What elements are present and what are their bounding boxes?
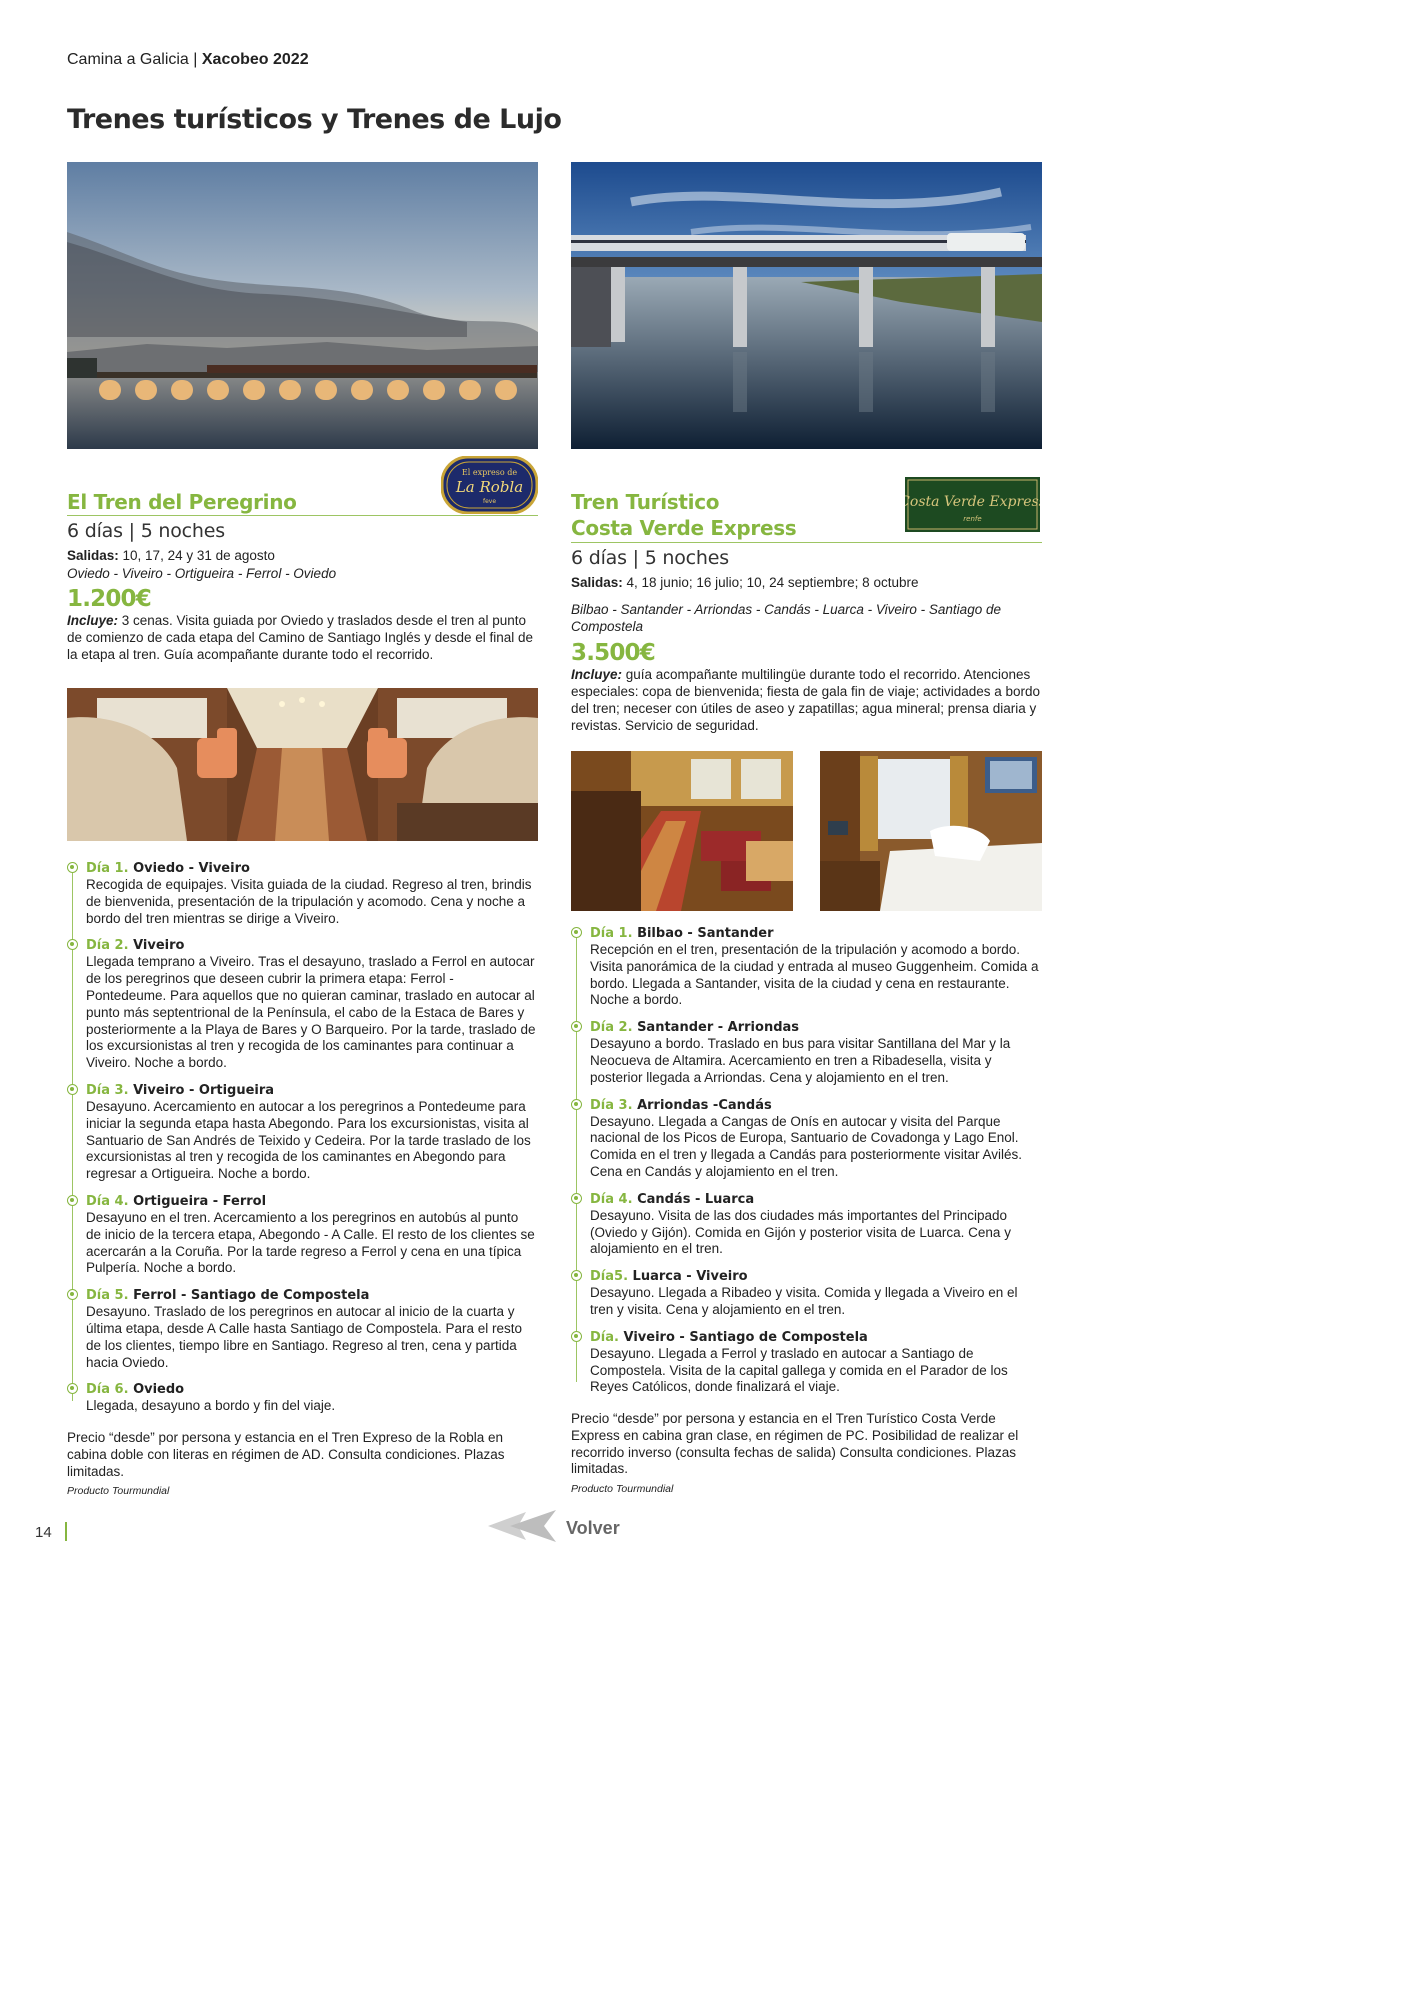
header-edition: Xacobeo 2022: [201, 51, 309, 68]
day-text: Desayuno en el tren. Acercamiento a los peregrinos en autobús al punto de inicio de la tercera etapa, Abegondo - A Calle. El resto de los clientes se acercarán a la Coruña. Por la tarde regreso a Ferrol y cena en una típica Pulpería. Noche a bordo.: [86, 1209, 535, 1276]
day-title: Oviedo: [133, 1382, 185, 1398]
itinerary-day: [67, 1287, 537, 1371]
photo-costa-verde-dining: [571, 751, 793, 911]
page-number: 14: [35, 1524, 52, 1541]
timeline-bullet-icon: [571, 1193, 582, 1204]
day-heading: [590, 1019, 1041, 1036]
departures-value: 10, 17, 24 y 31 de agosto: [118, 548, 275, 563]
svg-text:renfe: renfe: [963, 515, 982, 523]
day-text: Llegada, desayuno a bordo y fin del viaje.: [86, 1398, 336, 1414]
day-title: Viveiro - Santiago de Compostela: [623, 1329, 868, 1345]
day-label: Día 2.: [590, 1020, 633, 1036]
day-title: Bilbao - Santander: [637, 926, 774, 941]
day-title: Viveiro - Ortigueira: [133, 1082, 275, 1098]
day-title: Ortigueira - Ferrol: [133, 1193, 267, 1209]
tour-departures: [67, 548, 538, 563]
tour-price: 3.500€: [571, 640, 655, 666]
page-number-bar: [65, 1522, 67, 1541]
day-heading: [590, 925, 1041, 942]
photo-robla-dining-car: [67, 688, 538, 841]
day-heading: [86, 1193, 537, 1210]
svg-text:feve: feve: [482, 498, 497, 505]
day-text: Desayuno. Acercamiento en autocar a los peregrinos a Pontedeume para iniciar la segunda etapa hasta Abegondo. Para los excursionistas, visita al Santuario de San Andrés de Teixido y Cedeira. Por la tarde traslado de los excursionistas al tren y recogida de los caminantes en Abegondo para regresar a Ortigueira. Noche a bordo.: [86, 1098, 531, 1182]
tour-costa-verde-info: [571, 489, 1042, 734]
itinerary-day: [571, 1329, 1041, 1396]
tour-title: El Tren del Peregrino: [67, 490, 297, 514]
includes-label: Incluye:: [571, 667, 623, 682]
back-label: Volver: [566, 1518, 620, 1538]
day-label: Día 4.: [590, 1191, 633, 1207]
tour-title-line1: Tren Turístico: [571, 490, 720, 514]
photo-robla-viaduct: [67, 162, 538, 449]
product-credit: Producto Tourmundial: [571, 1483, 674, 1496]
itinerary-day: [571, 925, 1041, 1009]
itinerary-day: [67, 860, 537, 927]
title-rule: [571, 542, 1042, 543]
back-arrow-icon: [486, 1509, 558, 1548]
page-title: Trenes turísticos y Trenes de Lujo: [67, 104, 562, 135]
itinerary-day: [571, 1097, 1041, 1181]
tour-peregrino-info: [67, 489, 538, 663]
day-text: Recogida de equipajes. Visita guiada de la ciudad. Regreso al tren, brindis de bienvenida, presentación de la tripulación y acomodo. Cena y noche a bordo del tren mientras se dirige a Viveiro.: [86, 877, 532, 926]
tour-route: Bilbao - Santander - Arriondas - Candás - Luarca - Viveiro - Santiago de Compostela: [571, 602, 1001, 634]
day-text: Recepción en el tren, presentación de la tripulación y acomodo a bordo. Visita panorámica de la ciudad y entrada al museo Guggenheim. Comida a bordo. Llegada a Santander, visita de la ciudad y cena en restaurante. Noche a bordo.: [590, 942, 1039, 1008]
tour-includes: [571, 666, 1042, 734]
timeline-bullet-icon: [67, 1289, 78, 1300]
footnote-text: Precio “desde” por persona y estancia en el Tren Turístico Costa Verde Express en cabina gran clase, en régimen de PC. Posibilidad de realizar el recorrido inverso (consulta fechas de salida) Consulta condiciones. Plazas limitadas.: [571, 1411, 1019, 1477]
timeline-bullet-icon: [571, 1099, 582, 1110]
departures-value: 4, 18 junio; 16 julio; 10, 24 septiembre; 8 octubre: [622, 575, 919, 590]
header-brand: Camina a Galicia: [67, 51, 189, 68]
timeline-bullet-icon: [571, 1331, 582, 1342]
svg-text:Costa Verde Express: Costa Verde Express: [905, 494, 1040, 510]
day-heading: [590, 1329, 1041, 1346]
day-label: Día.: [590, 1329, 619, 1345]
tour-title-line2: Costa Verde Express: [571, 516, 797, 540]
departures-label: Salidas:: [67, 548, 119, 563]
day-text: Desayuno. Llegada a Ferrol y traslado en autocar a Santiago de Compostela. Visita de la capital gallega y comida en el Parador de los Reyes Católicos, donde finalizará el viaje.: [590, 1345, 1008, 1395]
includes-label: Incluye:: [67, 613, 119, 628]
tour-duration: 6 días | 5 noches: [67, 520, 225, 542]
timeline-bullet-icon: [67, 939, 78, 950]
day-heading: [86, 1082, 537, 1099]
timeline-bullet-icon: [67, 1383, 78, 1394]
photo-costa-verde-bridge: [571, 162, 1042, 449]
day-text: Desayuno. Traslado de los peregrinos en autocar al inicio de la cuarta y última etapa, desde A Calle hasta Santiago de Compostela. Para el resto de los clientes, tiempo libre en Santiago. Regreso al tren, cena y partida hacia Oviedo.: [86, 1304, 523, 1370]
tour-duration: 6 días | 5 noches: [571, 547, 729, 569]
title-rule-full: [67, 515, 538, 516]
day-title: Candás - Luarca: [637, 1191, 755, 1207]
itinerary-day: [571, 1268, 1041, 1319]
day-text: Desayuno. Visita de las dos ciudades más importantes del Principado (Oviedo y Gijón). Comida en Gijón y posterior visita de Luarca. Cena y alojamiento en el tren.: [590, 1207, 1011, 1257]
day-heading: [590, 1191, 1041, 1208]
itinerary-costa-verde: [571, 925, 1041, 1406]
day-text: Desayuno a bordo. Traslado en bus para visitar Santillana del Mar y la Neocueva de Altamira. Acercamiento en tren a Ribadesella, visita y posterior llegada a Arriondas. Cena y alojamiento en el tren.: [590, 1036, 1011, 1085]
timeline-bullet-icon: [67, 1084, 78, 1095]
itinerary-day: [67, 1381, 537, 1415]
tour-departures: [571, 575, 1042, 590]
day-label: Día 1.: [86, 861, 129, 876]
includes-text: 3 cenas. Visita guiada por Oviedo y traslados desde el tren al punto de comienzo de cada etapa del Camino de Santiago Inglés y desde el final de la etapa al tren. Guía acompañante durante todo el recorrido.: [67, 613, 534, 662]
title-rule: [67, 489, 440, 516]
footnote-text: Precio “desde” por persona y estancia en el Tren Expreso de la Robla en cabina doble con literas en régimen de AD. Consulta condiciones. Plazas limitadas.: [67, 1430, 505, 1479]
day-title: Ferrol - Santiago de Compostela: [133, 1288, 370, 1304]
includes-text: guía acompañante multilingüe durante todo el recorrido. Atenciones especiales: copa de bienvenida; fiesta de gala fin de viaje; actividades a bordo del tren; neceser con útiles de aseo y zapatillas; agua mineral; prensa diaria y revistas. Servicio de seguridad.: [571, 667, 1041, 733]
price-footnote-costa-verde: [571, 1411, 1041, 1498]
day-title: Oviedo - Viveiro: [133, 861, 250, 876]
day-label: Día 6.: [86, 1382, 129, 1398]
day-title: Luarca - Viveiro: [632, 1269, 748, 1285]
day-heading: [86, 937, 537, 954]
header-separator: |: [188, 51, 202, 68]
day-label: Día 1.: [590, 926, 633, 941]
product-credit: Producto Tourmundial: [67, 1485, 170, 1498]
timeline-bullet-icon: [571, 927, 582, 938]
itinerary-day: [67, 1082, 537, 1183]
itinerary-day: [67, 937, 537, 1072]
day-label: Día 2.: [86, 938, 129, 954]
day-title: Arriondas -Candás: [637, 1097, 772, 1113]
day-text: Desayuno. Llegada a Cangas de Onís en autocar y visita del Parque nacional de los Picos de Europa, Santuario de Covadonga y Lago Enol. Comida en el tren y llegada a Candás para posteriormente visitar Avilés. Cena en Candás y alojamiento en el tren.: [590, 1113, 1022, 1179]
timeline-bullet-icon: [67, 1195, 78, 1206]
day-label: Día 5.: [86, 1288, 129, 1304]
timeline-bullet-icon: [571, 1270, 582, 1281]
itinerary-day: [571, 1191, 1041, 1258]
day-heading: [590, 1268, 1041, 1285]
day-heading: [86, 1381, 537, 1398]
back-button[interactable]: [486, 1509, 620, 1548]
svg-text:La Robla: La Robla: [455, 478, 524, 496]
day-heading: [590, 1097, 1041, 1114]
day-text: Llegada temprano a Viveiro. Tras el desayuno, traslado a Ferrol en autocar de los peregrinos que deseen cubrir la primera etapa: Ferrol - Pontedeume. Para aquellos que no quieran caminar, traslado en autocar al punto más septentrional de la Península, el cabo de la Estaca de Bares y posteriormente a la Playa de Bares y O Barqueiro. Por la tarde, traslado de los excursionistas al tren y recogida de los caminantes para continuar a Viveiro. Noche a bordo.: [86, 954, 536, 1071]
day-label: Día5.: [590, 1269, 629, 1285]
day-label: Día 3.: [590, 1097, 633, 1113]
itinerary-day: [571, 1019, 1041, 1086]
day-label: Día 4.: [86, 1193, 129, 1209]
day-title: Viveiro: [133, 938, 185, 954]
photo-costa-verde-cabin: [820, 751, 1042, 911]
timeline-bullet-icon: [571, 1021, 582, 1032]
running-header: [67, 51, 309, 69]
tour-price: 1.200€: [67, 586, 151, 612]
departures-label: Salidas:: [571, 575, 623, 590]
svg-text:El expreso de: El expreso de: [461, 468, 518, 477]
tour-includes: [67, 612, 538, 663]
itinerary-day: [67, 1193, 537, 1277]
tour-route: Oviedo - Viveiro - Ortigueira - Ferrol - Oviedo: [67, 566, 337, 581]
day-heading: [86, 860, 537, 877]
timeline-bullet-icon: [67, 862, 78, 873]
price-footnote-peregrino: [67, 1430, 537, 1500]
day-label: Día 3.: [86, 1082, 129, 1098]
itinerary-peregrino: [67, 860, 537, 1425]
day-title: Santander - Arriondas: [637, 1020, 800, 1036]
day-heading: [86, 1287, 537, 1304]
day-text: Desayuno. Llegada a Ribadeo y visita. Comida y llegada a Viveiro en el tren y visita. Cena y alojamiento en el tren.: [590, 1285, 1018, 1317]
